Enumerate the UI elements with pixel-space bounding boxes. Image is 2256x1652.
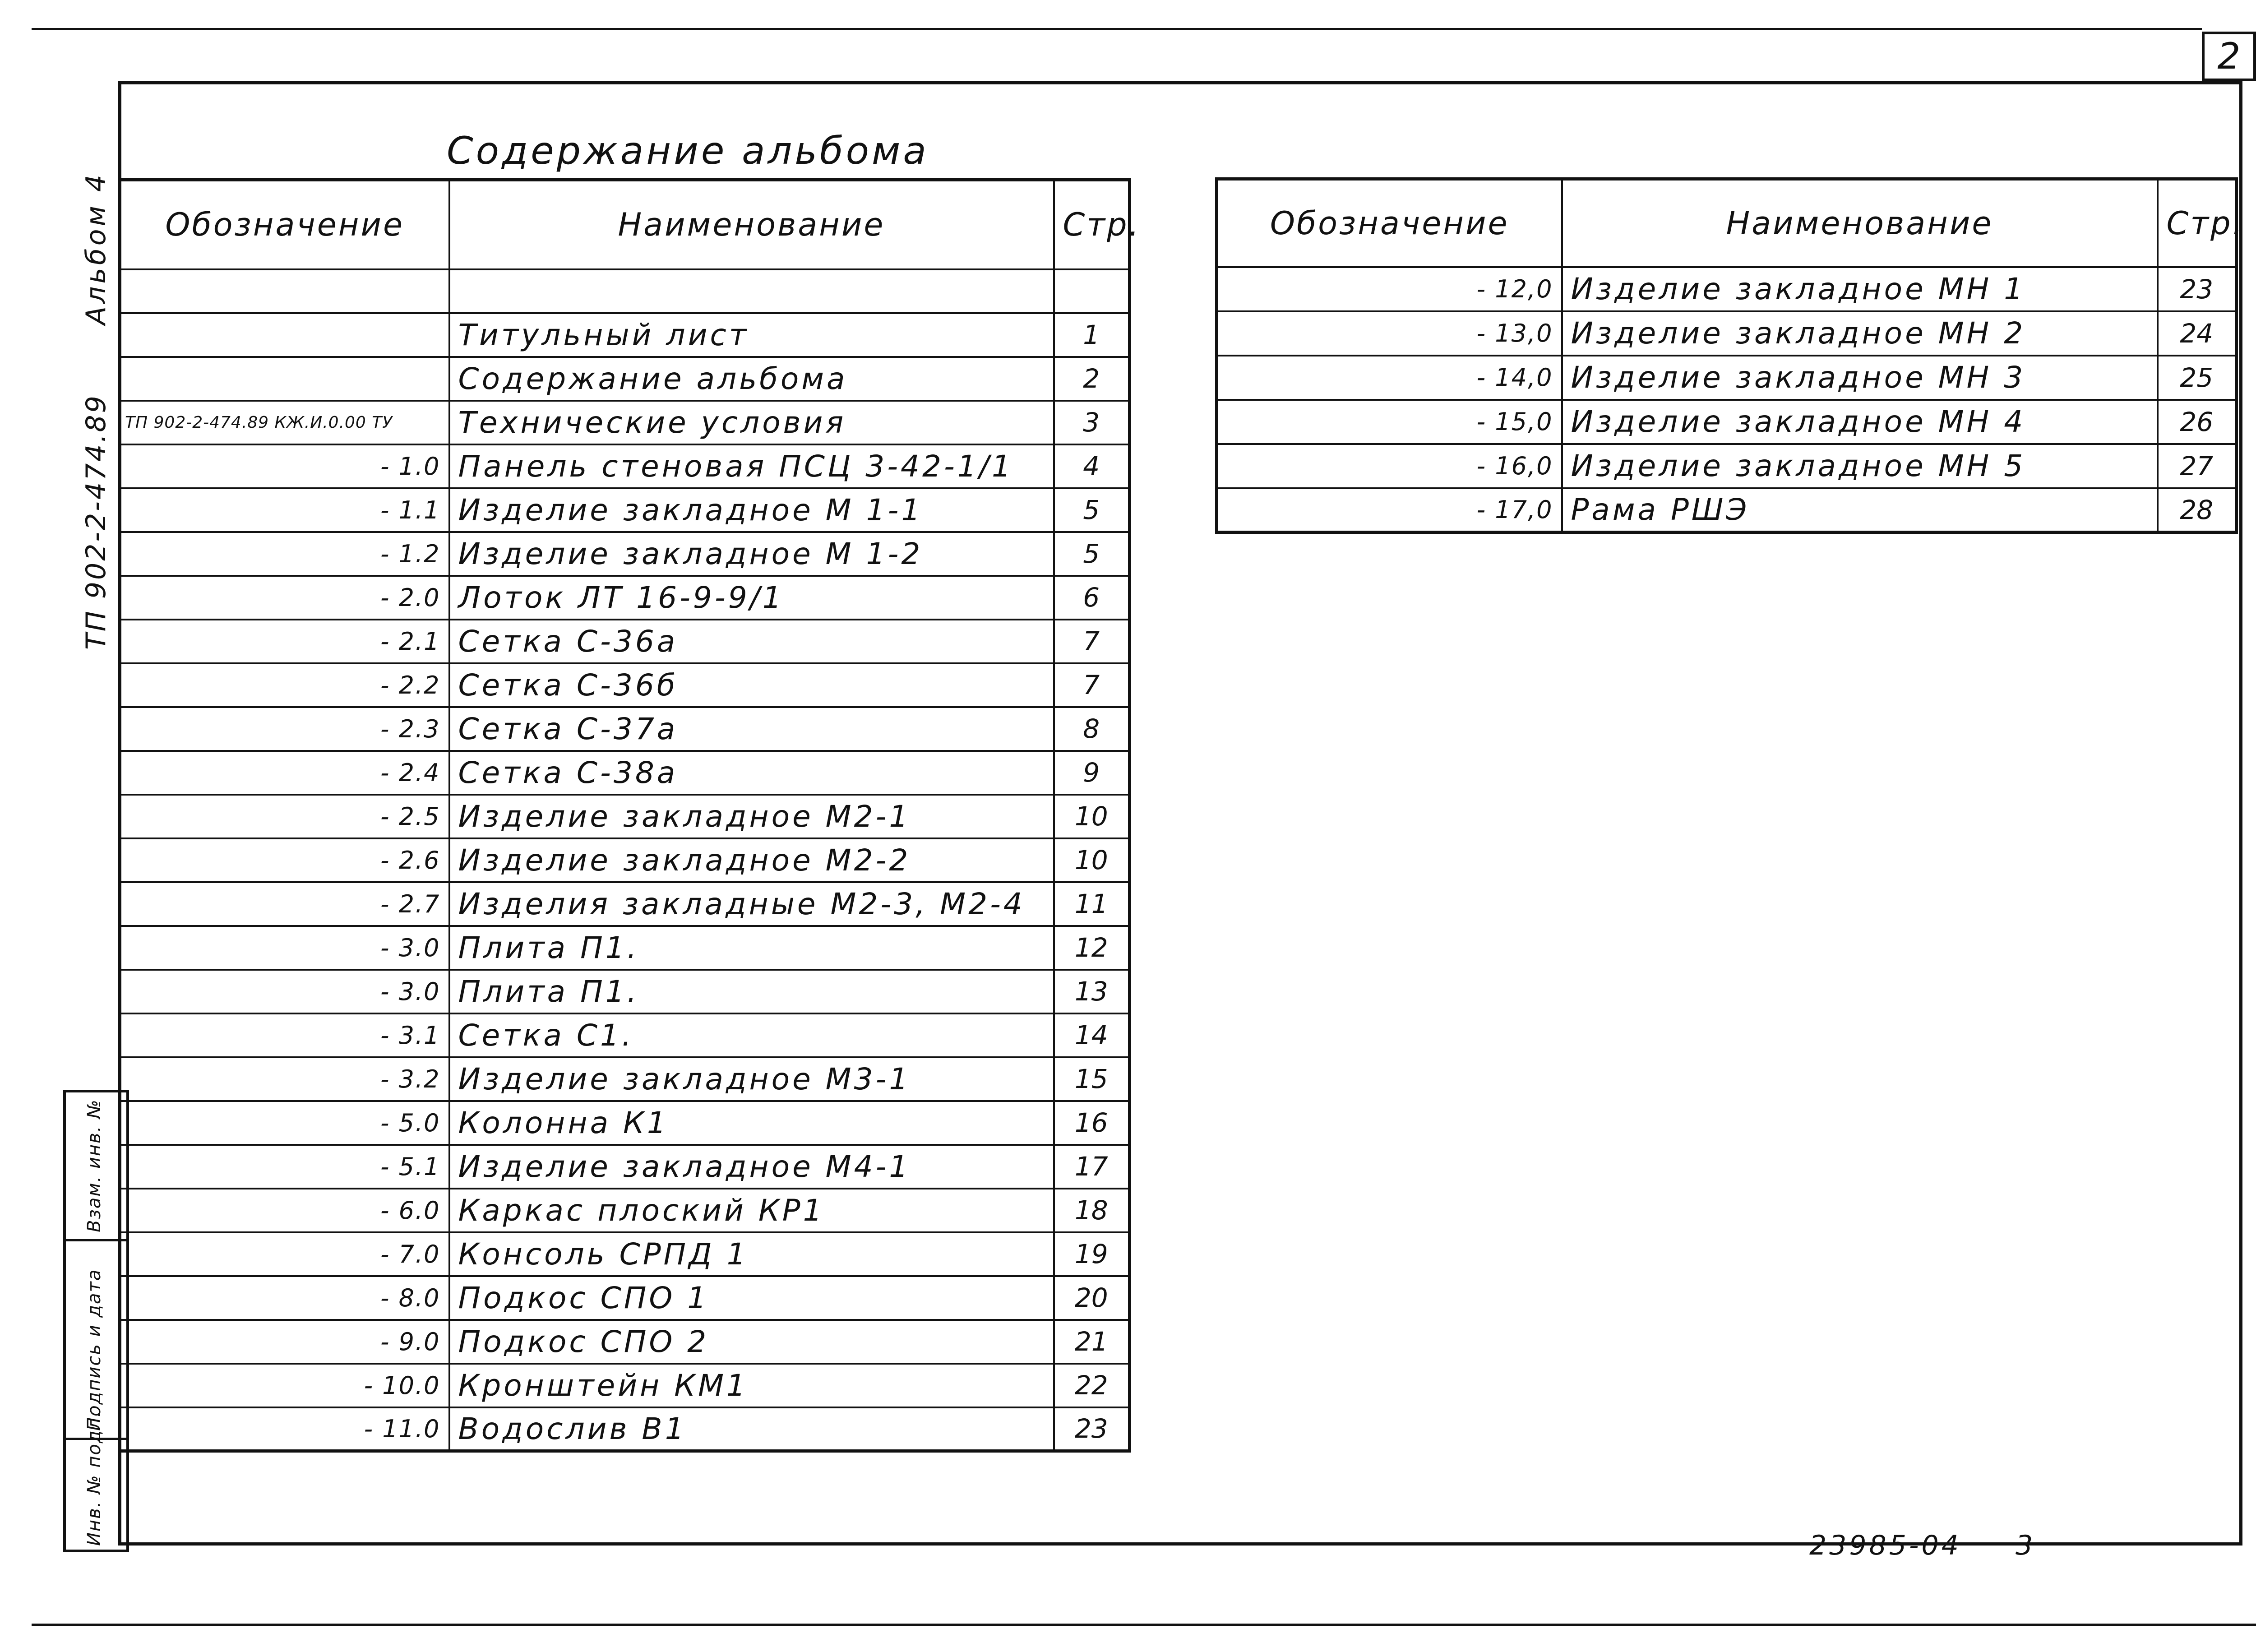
header-designation: Обозначение (120, 180, 449, 269)
row-name (449, 269, 1054, 313)
footer-page: 3 (2016, 1530, 2036, 1561)
row-designation: - 2.0 (120, 576, 449, 620)
row-name: Изделие закладное М2-2 (449, 838, 1054, 882)
table-row (120, 663, 1130, 707)
row-page: 16 (1054, 1101, 1130, 1145)
row-page: 23 (1054, 1407, 1130, 1451)
row-page: 10 (1054, 795, 1130, 838)
row-designation: - 5.1 (120, 1145, 449, 1189)
table-row (120, 620, 1130, 663)
row-name: Сетка С1. (449, 1013, 1054, 1057)
side-album-label: Альбом 4 (80, 172, 112, 325)
stamp-cell-replace (66, 1092, 126, 1241)
stamp-label-signature: Подпись и дата (84, 1268, 105, 1431)
row-name: Рама РШЭ (1562, 488, 2158, 532)
row-name: Изделия закладные М2-3, М2-4 (449, 882, 1054, 926)
table-row (120, 1057, 1130, 1101)
row-designation: - 13,0 (1217, 311, 1562, 356)
row-page: 22 (1054, 1364, 1130, 1407)
row-designation: - 3.0 (120, 926, 449, 970)
table-row (120, 1364, 1130, 1407)
row-designation: - 2.3 (120, 707, 449, 751)
row-page: 10 (1054, 838, 1130, 882)
page-title: Содержание альбома (447, 129, 929, 173)
row-page: 17 (1054, 1145, 1130, 1189)
row-page: 13 (1054, 970, 1130, 1013)
row-page: 7 (1054, 663, 1130, 707)
row-page: 19 (1054, 1232, 1130, 1276)
row-designation: - 17,0 (1217, 488, 1562, 532)
header-page: Стр. (2158, 179, 2237, 267)
table-row (120, 1276, 1130, 1320)
row-page: 12 (1054, 926, 1130, 970)
row-name: Колонна К1 (449, 1101, 1054, 1145)
row-page: 9 (1054, 751, 1130, 795)
table-row (120, 488, 1130, 532)
row-page: 20 (1054, 1276, 1130, 1320)
table-row (120, 313, 1130, 357)
row-page: 5 (1054, 532, 1130, 576)
row-name: Изделие закладное М4-1 (449, 1145, 1054, 1189)
table-row (120, 707, 1130, 751)
contents-table-left (118, 178, 1141, 1453)
footer-code: 23985-04 (1809, 1530, 1961, 1561)
side-project-code: ТП 902-2-474.89 (80, 394, 112, 650)
table-row (120, 1189, 1130, 1232)
top-rule (32, 28, 2202, 30)
row-designation: - 8.0 (120, 1276, 449, 1320)
row-designation: ТП 902-2-474.89 КЖ.И.0.00 ТУ (120, 401, 449, 444)
stamp-column (63, 1090, 129, 1552)
row-name: Изделие закладное МН 2 (1562, 311, 2158, 356)
row-name: Подкос СПО 2 (449, 1320, 1054, 1364)
table-row (120, 751, 1130, 795)
row-page: 15 (1054, 1057, 1130, 1101)
row-designation: - 2.5 (120, 795, 449, 838)
row-name: Изделие закладное МН 4 (1562, 400, 2158, 444)
sheet-number: 2 (2202, 32, 2256, 81)
row-name: Каркас плоский КР1 (449, 1189, 1054, 1232)
header-designation: Обозначение (1217, 179, 1562, 267)
row-designation: - 10.0 (120, 1364, 449, 1407)
row-designation: - 2.4 (120, 751, 449, 795)
row-designation: - 2.1 (120, 620, 449, 663)
table-row (120, 1320, 1130, 1364)
row-name: Изделие закладное МН 1 (1562, 267, 2158, 311)
row-name: Содержание альбома (449, 357, 1054, 401)
table-row (120, 970, 1130, 1013)
table-row (120, 401, 1130, 444)
row-page: 25 (2158, 356, 2237, 400)
row-name: Изделие закладное М 1-1 (449, 488, 1054, 532)
row-page: 28 (2158, 488, 2237, 532)
table-row (120, 1232, 1130, 1276)
row-page: 7 (1054, 620, 1130, 663)
row-name: Изделие закладное М3-1 (449, 1057, 1054, 1101)
row-page: 21 (1054, 1320, 1130, 1364)
row-page: 23 (2158, 267, 2237, 311)
table-row (1217, 488, 2237, 532)
table-row (120, 1101, 1130, 1145)
header-name: Наименование (1562, 179, 2158, 267)
row-name: Сетка С-37а (449, 707, 1054, 751)
table-row (120, 357, 1130, 401)
header-name: Наименование (449, 180, 1054, 269)
row-designation: - 3.2 (120, 1057, 449, 1101)
table-row (120, 576, 1130, 620)
row-designation: - 16,0 (1217, 444, 1562, 488)
row-page: 18 (1054, 1189, 1130, 1232)
row-designation (120, 269, 449, 313)
row-designation: - 11.0 (120, 1407, 449, 1451)
row-name: Сетка С-36а (449, 620, 1054, 663)
row-name: Сетка С-36б (449, 663, 1054, 707)
row-designation: - 6.0 (120, 1189, 449, 1232)
table-row (1217, 311, 2237, 356)
table-row (1217, 444, 2237, 488)
contents-table-right (1215, 177, 2244, 534)
row-designation: - 12,0 (1217, 267, 1562, 311)
row-designation: - 2.7 (120, 882, 449, 926)
row-designation: - 7.0 (120, 1232, 449, 1276)
contents-right-body (1217, 267, 2237, 532)
row-page: 27 (2158, 444, 2237, 488)
row-designation: - 1.2 (120, 532, 449, 576)
table-row (120, 1013, 1130, 1057)
table-row (120, 838, 1130, 882)
table-row (120, 444, 1130, 488)
row-page: 2 (1054, 357, 1130, 401)
row-designation: - 2.6 (120, 838, 449, 882)
table-row (1217, 267, 2237, 311)
table-row (120, 882, 1130, 926)
stamp-cell-inventory (66, 1411, 126, 1550)
row-name: Технические условия (449, 401, 1054, 444)
row-page: 11 (1054, 882, 1130, 926)
stamp-cell-signature (66, 1241, 126, 1440)
row-name: Изделие закладное М2-1 (449, 795, 1054, 838)
row-name: Плита П1. (449, 970, 1054, 1013)
table-row (120, 926, 1130, 970)
row-page: 8 (1054, 707, 1130, 751)
row-designation (120, 313, 449, 357)
table-row (1217, 400, 2237, 444)
row-designation: - 9.0 (120, 1320, 449, 1364)
row-page: 24 (2158, 311, 2237, 356)
table-row (1217, 356, 2237, 400)
row-designation: - 3.1 (120, 1013, 449, 1057)
row-name: Титульный лист (449, 313, 1054, 357)
row-name: Изделие закладное МН 5 (1562, 444, 2158, 488)
row-designation: - 14,0 (1217, 356, 1562, 400)
row-name: Подкос СПО 1 (449, 1276, 1054, 1320)
table-row (120, 1145, 1130, 1189)
contents-left-body (120, 269, 1130, 1451)
row-name: Плита П1. (449, 926, 1054, 970)
row-designation: - 15,0 (1217, 400, 1562, 444)
row-page: 3 (1054, 401, 1130, 444)
table-row (120, 795, 1130, 838)
table-row (120, 532, 1130, 576)
row-name: Изделие закладное М 1-2 (449, 532, 1054, 576)
row-designation: - 1.1 (120, 488, 449, 532)
row-page (1054, 269, 1130, 313)
row-name: Панель стеновая ПСЦ 3-42-1/1 (449, 444, 1054, 488)
row-designation: - 2.2 (120, 663, 449, 707)
row-name: Изделие закладное МН 3 (1562, 356, 2158, 400)
row-page: 14 (1054, 1013, 1130, 1057)
row-page: 1 (1054, 313, 1130, 357)
stamp-label-inventory: Инв. № подл. (84, 1411, 105, 1546)
row-page: 26 (2158, 400, 2237, 444)
row-page: 4 (1054, 444, 1130, 488)
row-name: Консоль СРПД 1 (449, 1232, 1054, 1276)
row-page: 5 (1054, 488, 1130, 532)
row-designation: - 1.0 (120, 444, 449, 488)
row-designation: - 5.0 (120, 1101, 449, 1145)
table-row (120, 269, 1130, 313)
stamp-label-replace: Взам. инв. № (84, 1099, 105, 1232)
row-name: Лоток ЛТ 16-9-9/1 (449, 576, 1054, 620)
row-page: 6 (1054, 576, 1130, 620)
row-name: Сетка С-38а (449, 751, 1054, 795)
table-row (120, 1407, 1130, 1451)
row-name: Кронштейн КМ1 (449, 1364, 1054, 1407)
bottom-rule (32, 1624, 2256, 1626)
row-designation: - 3.0 (120, 970, 449, 1013)
header-page: Стр. (1054, 180, 1130, 269)
row-name: Водослив В1 (449, 1407, 1054, 1451)
row-designation (120, 357, 449, 401)
document-code (1809, 1530, 2035, 1561)
